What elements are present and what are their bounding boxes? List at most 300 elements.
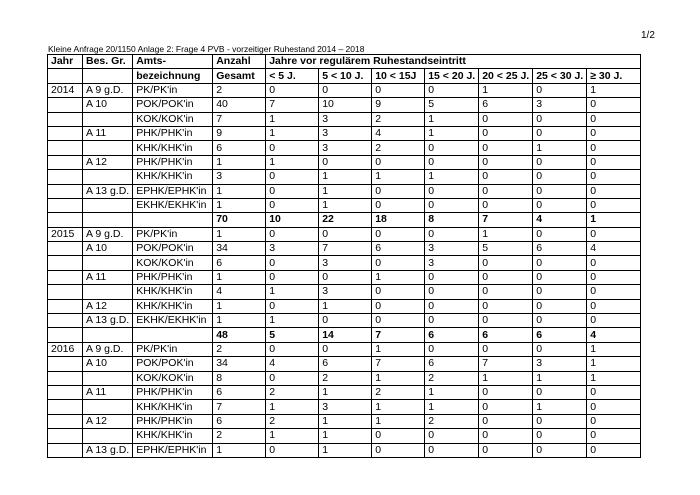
cell-value: 1 — [372, 400, 425, 414]
cell-anzahl: 7 — [213, 112, 266, 126]
cell-value: 0 — [587, 141, 641, 155]
cell-amt — [133, 213, 213, 227]
cell-value: 1 — [266, 126, 319, 140]
cell-value: 0 — [425, 314, 479, 328]
cell-value: 1 — [319, 198, 372, 212]
cell-value: 0 — [479, 299, 533, 313]
cell-value: 2 — [372, 112, 425, 126]
cell-amt: PK/PK'in — [133, 227, 213, 241]
cell-value: 0 — [372, 83, 425, 97]
cell-value: 0 — [533, 184, 587, 198]
cell-jahr — [48, 414, 83, 428]
cell-value: 1 — [266, 400, 319, 414]
cell-value: 0 — [372, 227, 425, 241]
cell-value: 10 — [319, 98, 372, 112]
cell-value: 2 — [372, 385, 425, 399]
table-row — [48, 357, 641, 371]
cell-besgr — [83, 112, 133, 126]
cell-anzahl: 1 — [213, 299, 266, 313]
cell-value: 5 — [266, 328, 319, 342]
cell-value: 0 — [533, 429, 587, 443]
cell-anzahl: 34 — [213, 242, 266, 256]
cell-anzahl: 1 — [213, 314, 266, 328]
cell-besgr — [83, 285, 133, 299]
table-body — [48, 83, 641, 457]
cell-value: 0 — [587, 385, 641, 399]
cell-amt: KHK/KHK'in — [133, 141, 213, 155]
table-row — [48, 285, 641, 299]
cell-value: 0 — [533, 155, 587, 169]
cell-value: 0 — [372, 256, 425, 270]
table-row — [48, 443, 641, 457]
cell-value: 1 — [425, 126, 479, 140]
cell-value: 0 — [266, 342, 319, 356]
cell-value: 0 — [479, 112, 533, 126]
cell-value: 3 — [319, 141, 372, 155]
cell-value: 6 — [479, 328, 533, 342]
cell-jahr: 2015 — [48, 227, 83, 241]
cell-amt: KHK/KHK'in — [133, 170, 213, 184]
cell-value: 3 — [319, 256, 372, 270]
table-row — [48, 342, 641, 356]
table-row — [48, 227, 641, 241]
cell-value: 0 — [266, 371, 319, 385]
cell-value: 0 — [587, 414, 641, 428]
cell-besgr: A 9 g.D. — [83, 83, 133, 97]
cell-besgr: A 11 — [83, 126, 133, 140]
table-row — [48, 198, 641, 212]
cell-anzahl: 6 — [213, 385, 266, 399]
table-row — [48, 270, 641, 284]
cell-jahr — [48, 155, 83, 169]
cell-value: 2 — [319, 371, 372, 385]
cell-jahr — [48, 256, 83, 270]
cell-value: 0 — [533, 285, 587, 299]
cell-value: 1 — [266, 155, 319, 169]
table-row — [48, 170, 641, 184]
cell-value: 0 — [425, 184, 479, 198]
cell-besgr: A 10 — [83, 357, 133, 371]
cell-value: 2 — [266, 385, 319, 399]
cell-amt: KHK/KHK'in — [133, 429, 213, 443]
header-empty-2 — [83, 69, 133, 83]
cell-value: 1 — [372, 342, 425, 356]
cell-value: 0 — [479, 126, 533, 140]
header-group: Jahre vor regulärem Ruhestandseintritt — [266, 55, 641, 69]
cell-value: 0 — [266, 256, 319, 270]
table-row — [48, 414, 641, 428]
cell-amt: PHK/PHK'in — [133, 385, 213, 399]
cell-value: 1 — [533, 371, 587, 385]
cell-value: 0 — [587, 198, 641, 212]
cell-value: 7 — [372, 328, 425, 342]
cell-besgr — [83, 256, 133, 270]
cell-value: 0 — [533, 342, 587, 356]
cell-value: 0 — [479, 443, 533, 457]
cell-besgr: A 13 g.D. — [83, 443, 133, 457]
cell-value: 2 — [372, 141, 425, 155]
header-anzahl-2: Gesamt — [213, 69, 266, 83]
table-sum-row — [48, 213, 641, 227]
cell-besgr: A 12 — [83, 155, 133, 169]
cell-value: 0 — [479, 414, 533, 428]
cell-value: 10 — [266, 213, 319, 227]
header-bin: 10 < 15J — [372, 69, 425, 83]
header-bin: 20 < 25 J. — [479, 69, 533, 83]
cell-value: 1 — [425, 112, 479, 126]
cell-value: 0 — [266, 170, 319, 184]
cell-value: 0 — [479, 285, 533, 299]
cell-jahr: 2016 — [48, 342, 83, 356]
cell-value: 0 — [479, 314, 533, 328]
header-empty-1 — [48, 69, 83, 83]
cell-jahr: 2014 — [48, 83, 83, 97]
cell-value: 0 — [587, 256, 641, 270]
cell-besgr: A 10 — [83, 242, 133, 256]
cell-amt: KOK/KOK'in — [133, 371, 213, 385]
cell-value: 8 — [425, 213, 479, 227]
cell-value: 3 — [425, 242, 479, 256]
cell-value: 0 — [479, 155, 533, 169]
cell-value: 0 — [319, 227, 372, 241]
cell-anzahl: 7 — [213, 400, 266, 414]
cell-anzahl: 2 — [213, 83, 266, 97]
cell-value: 1 — [479, 83, 533, 97]
cell-value: 3 — [266, 242, 319, 256]
cell-amt: EKHK/EKHK'in — [133, 314, 213, 328]
cell-value: 1 — [425, 400, 479, 414]
table-row — [48, 98, 641, 112]
cell-jahr — [48, 371, 83, 385]
cell-value: 0 — [425, 299, 479, 313]
header-bin: < 5 J. — [266, 69, 319, 83]
cell-anzahl: 9 — [213, 126, 266, 140]
cell-value: 0 — [319, 270, 372, 284]
table-row — [48, 371, 641, 385]
cell-value: 0 — [533, 443, 587, 457]
cell-value: 7 — [372, 357, 425, 371]
cell-value: 7 — [479, 357, 533, 371]
cell-besgr — [83, 400, 133, 414]
cell-amt: KHK/KHK'in — [133, 400, 213, 414]
cell-jahr — [48, 400, 83, 414]
cell-value: 0 — [587, 184, 641, 198]
cell-value: 14 — [319, 328, 372, 342]
cell-value: 3 — [533, 357, 587, 371]
cell-value: 0 — [587, 155, 641, 169]
cell-value: 0 — [587, 98, 641, 112]
cell-value: 6 — [479, 98, 533, 112]
table-row — [48, 242, 641, 256]
cell-value: 0 — [533, 414, 587, 428]
table-row — [48, 400, 641, 414]
cell-value: 0 — [425, 83, 479, 97]
cell-value: 2 — [425, 414, 479, 428]
cell-jahr — [48, 170, 83, 184]
cell-value: 0 — [533, 198, 587, 212]
table-row — [48, 256, 641, 270]
cell-value: 1 — [266, 314, 319, 328]
cell-value: 0 — [266, 83, 319, 97]
cell-value: 0 — [372, 299, 425, 313]
cell-value: 0 — [319, 155, 372, 169]
cell-value: 0 — [587, 112, 641, 126]
cell-value: 1 — [425, 385, 479, 399]
cell-value: 0 — [425, 285, 479, 299]
cell-value: 1 — [587, 357, 641, 371]
cell-jahr — [48, 299, 83, 313]
cell-jahr — [48, 112, 83, 126]
cell-besgr — [83, 213, 133, 227]
cell-besgr: A 9 g.D. — [83, 227, 133, 241]
cell-value: 0 — [587, 429, 641, 443]
cell-value: 0 — [425, 270, 479, 284]
cell-value: 7 — [319, 242, 372, 256]
table-row — [48, 155, 641, 169]
cell-besgr — [83, 141, 133, 155]
cell-value: 0 — [533, 83, 587, 97]
cell-value: 1 — [479, 227, 533, 241]
cell-amt — [133, 328, 213, 342]
cell-value: 0 — [533, 112, 587, 126]
cell-value: 4 — [533, 213, 587, 227]
cell-value: 0 — [266, 270, 319, 284]
cell-value: 3 — [319, 126, 372, 140]
cell-besgr: A 11 — [83, 270, 133, 284]
cell-besgr: A 9 g.D. — [83, 342, 133, 356]
cell-amt: POK/POK'in — [133, 242, 213, 256]
header-bin: ≥ 30 J. — [587, 69, 641, 83]
header-bin: 25 < 30 J. — [533, 69, 587, 83]
cell-value: 0 — [266, 443, 319, 457]
cell-value: 0 — [533, 299, 587, 313]
cell-value: 0 — [372, 155, 425, 169]
cell-value: 0 — [533, 256, 587, 270]
cell-value: 0 — [372, 285, 425, 299]
table-row — [48, 141, 641, 155]
cell-anzahl: 8 — [213, 371, 266, 385]
cell-value: 0 — [533, 170, 587, 184]
cell-value: 0 — [425, 443, 479, 457]
cell-besgr: A 13 g.D. — [83, 184, 133, 198]
cell-value: 0 — [533, 385, 587, 399]
cell-besgr: A 12 — [83, 414, 133, 428]
cell-value: 0 — [425, 227, 479, 241]
cell-amt: PHK/PHK'in — [133, 270, 213, 284]
cell-value: 1 — [319, 443, 372, 457]
cell-value: 6 — [372, 242, 425, 256]
cell-anzahl: 1 — [213, 155, 266, 169]
cell-value: 6 — [425, 328, 479, 342]
cell-value: 4 — [372, 126, 425, 140]
cell-anzahl: 34 — [213, 357, 266, 371]
table-row — [48, 299, 641, 313]
cell-jahr — [48, 285, 83, 299]
cell-value: 0 — [425, 155, 479, 169]
cell-value: 0 — [425, 342, 479, 356]
cell-value: 0 — [319, 83, 372, 97]
cell-besgr: A 12 — [83, 299, 133, 313]
cell-value: 0 — [479, 270, 533, 284]
table-row — [48, 429, 641, 443]
table-row — [48, 83, 641, 97]
cell-value: 0 — [425, 141, 479, 155]
cell-besgr — [83, 170, 133, 184]
cell-anzahl: 1 — [213, 184, 266, 198]
cell-value: 1 — [319, 429, 372, 443]
cell-value: 1 — [319, 385, 372, 399]
cell-jahr — [48, 184, 83, 198]
cell-amt: POK/POK'in — [133, 98, 213, 112]
cell-value: 1 — [587, 83, 641, 97]
cell-jahr — [48, 429, 83, 443]
cell-value: 0 — [425, 429, 479, 443]
header-amts-2: bezeichnung — [133, 69, 213, 83]
cell-amt: PHK/PHK'in — [133, 414, 213, 428]
cell-anzahl: 1 — [213, 198, 266, 212]
cell-value: 0 — [266, 184, 319, 198]
cell-value: 18 — [372, 213, 425, 227]
cell-value: 0 — [533, 126, 587, 140]
cell-besgr — [83, 328, 133, 342]
cell-jahr — [48, 141, 83, 155]
cell-value: 0 — [587, 443, 641, 457]
cell-value: 6 — [533, 242, 587, 256]
cell-value: 0 — [479, 170, 533, 184]
cell-value: 1 — [372, 270, 425, 284]
header-besgr: Bes. Gr. — [83, 55, 133, 69]
cell-value: 1 — [425, 170, 479, 184]
cell-value: 7 — [266, 98, 319, 112]
table-row — [48, 314, 641, 328]
cell-jahr — [48, 242, 83, 256]
cell-value: 3 — [319, 112, 372, 126]
cell-jahr — [48, 198, 83, 212]
cell-value: 0 — [587, 270, 641, 284]
cell-besgr: A 11 — [83, 385, 133, 399]
cell-value: 0 — [372, 198, 425, 212]
header-jahr: Jahr — [48, 55, 83, 69]
cell-value: 2 — [425, 371, 479, 385]
table-header — [48, 55, 641, 84]
cell-value: 1 — [319, 184, 372, 198]
cell-value: 1 — [587, 342, 641, 356]
cell-value: 3 — [533, 98, 587, 112]
cell-value: 0 — [479, 429, 533, 443]
cell-besgr — [83, 371, 133, 385]
cell-anzahl: 6 — [213, 141, 266, 155]
cell-value: 0 — [266, 198, 319, 212]
table-row — [48, 112, 641, 126]
cell-value: 0 — [533, 270, 587, 284]
cell-value: 7 — [479, 213, 533, 227]
header-anzahl-1: Anzahl — [213, 55, 266, 69]
cell-value: 0 — [266, 299, 319, 313]
cell-value: 1 — [479, 371, 533, 385]
cell-anzahl: 2 — [213, 429, 266, 443]
cell-jahr — [48, 270, 83, 284]
cell-amt: KOK/KOK'in — [133, 256, 213, 270]
cell-value: 0 — [372, 314, 425, 328]
table-row — [48, 184, 641, 198]
cell-value: 6 — [425, 357, 479, 371]
cell-value: 0 — [479, 141, 533, 155]
cell-jahr — [48, 98, 83, 112]
cell-anzahl: 1 — [213, 270, 266, 284]
cell-anzahl: 3 — [213, 170, 266, 184]
cell-value: 1 — [372, 170, 425, 184]
cell-value: 0 — [479, 342, 533, 356]
cell-value: 0 — [587, 170, 641, 184]
cell-value: 0 — [319, 342, 372, 356]
cell-jahr — [48, 443, 83, 457]
cell-value: 1 — [319, 170, 372, 184]
cell-amt: PHK/PHK'in — [133, 155, 213, 169]
cell-besgr — [83, 429, 133, 443]
cell-anzahl: 70 — [213, 213, 266, 227]
table-sum-row — [48, 328, 641, 342]
cell-value: 3 — [319, 400, 372, 414]
document-caption: Kleine Anfrage 20/1150 Anlage 2: Frage 4 PVB - vorzeitiger Ruhestand 2014 – 2018 — [48, 44, 365, 54]
cell-value: 0 — [479, 385, 533, 399]
cell-value: 0 — [479, 198, 533, 212]
cell-value: 6 — [319, 357, 372, 371]
cell-value: 9 — [372, 98, 425, 112]
cell-value: 0 — [372, 184, 425, 198]
cell-anzahl: 2 — [213, 342, 266, 356]
cell-besgr: A 10 — [83, 98, 133, 112]
cell-anzahl: 6 — [213, 414, 266, 428]
cell-value: 0 — [266, 141, 319, 155]
cell-value: 0 — [479, 400, 533, 414]
cell-value: 1 — [533, 141, 587, 155]
cell-value: 2 — [266, 414, 319, 428]
cell-jahr — [48, 126, 83, 140]
retirement-table — [47, 54, 641, 458]
cell-value: 1 — [266, 112, 319, 126]
cell-value: 0 — [425, 198, 479, 212]
cell-amt: EPHK/EPHK'in — [133, 443, 213, 457]
cell-value: 1 — [587, 371, 641, 385]
cell-jahr — [48, 314, 83, 328]
cell-value: 5 — [425, 98, 479, 112]
cell-amt: KHK/KHK'in — [133, 299, 213, 313]
cell-value: 1 — [372, 414, 425, 428]
cell-value: 1 — [319, 414, 372, 428]
cell-value: 0 — [479, 184, 533, 198]
cell-amt: KOK/KOK'in — [133, 112, 213, 126]
cell-value: 3 — [425, 256, 479, 270]
cell-value: 0 — [587, 227, 641, 241]
cell-value: 1 — [533, 400, 587, 414]
cell-amt: PK/PK'in — [133, 342, 213, 356]
cell-value: 1 — [372, 371, 425, 385]
cell-anzahl: 4 — [213, 285, 266, 299]
cell-anzahl: 6 — [213, 256, 266, 270]
cell-jahr — [48, 213, 83, 227]
cell-anzahl: 1 — [213, 443, 266, 457]
cell-besgr: A 13 g.D. — [83, 314, 133, 328]
cell-value: 0 — [587, 400, 641, 414]
cell-value: 5 — [479, 242, 533, 256]
cell-amt: PHK/PHK'in — [133, 126, 213, 140]
cell-value: 0 — [533, 314, 587, 328]
cell-value: 3 — [319, 285, 372, 299]
cell-anzahl: 1 — [213, 227, 266, 241]
cell-amt: EPHK/EPHK'in — [133, 184, 213, 198]
cell-amt: PK/PK'in — [133, 83, 213, 97]
cell-value: 0 — [587, 285, 641, 299]
